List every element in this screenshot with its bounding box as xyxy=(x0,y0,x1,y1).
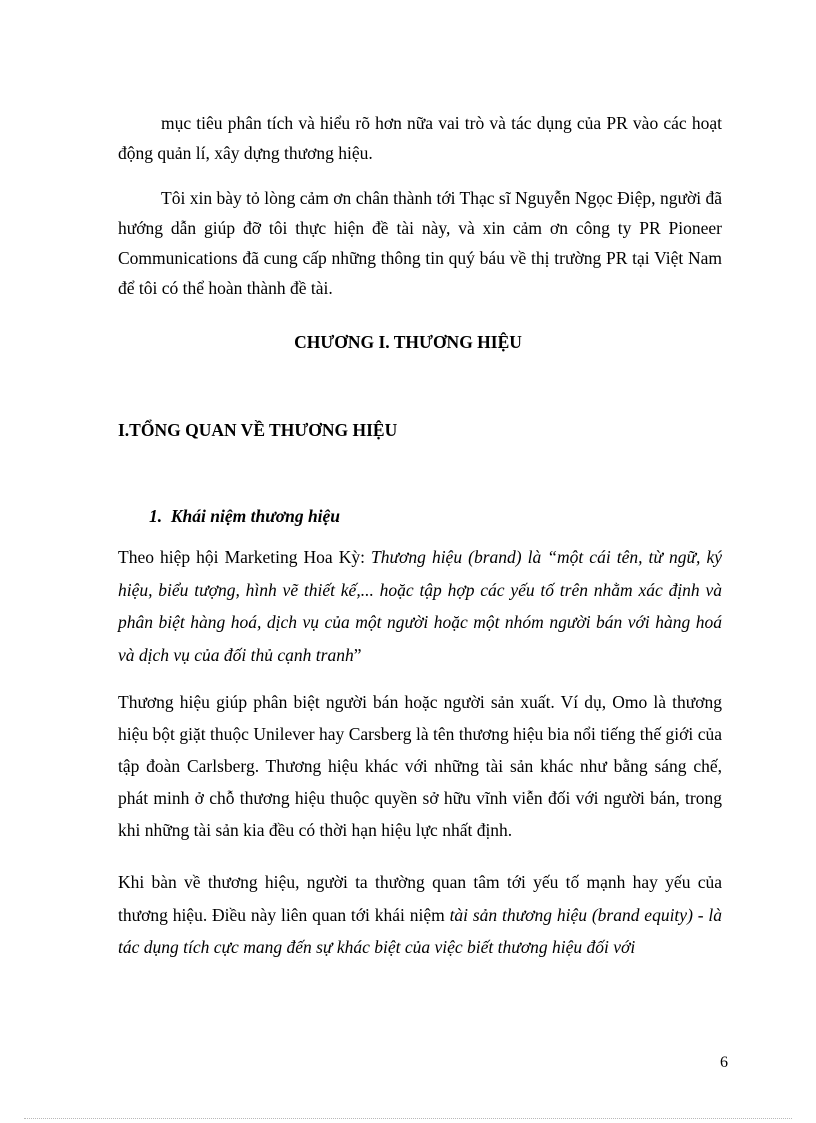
paragraph-brand-distinction: Thương hiệu giúp phân biệt người bán hoặc người sản xuất. Ví dụ, Omo là thương hiệu bột giặt thuộc Unilever hay Carsberg là tên thương hiệu bia nổi tiếng thế giới của tập đoàn Carlsberg. Thương hiệu khác với những tài sản khác như bằng sáng chế, phát minh ở chỗ thương hiệu thuộc quyền sở hữu vĩnh viễn đối với người bán, trong khi những tài sản kia đều có thời hạn hiệu lực nhất định. xyxy=(118,692,722,840)
paragraph-brand-equity xyxy=(118,866,722,964)
section-heading: I.TỔNG QUAN VỀ THƯƠNG HIỆU xyxy=(118,420,398,440)
chapter-title: CHƯƠNG I. THƯƠNG HIỆU xyxy=(294,332,522,352)
definition-intro: Theo hiệp hội Marketing Hoa Kỳ: xyxy=(118,547,372,567)
brand-equity-term: tài sản thương hiệu (brand equity) - là tác dụng tích cực mang đến sự khác biệt của việc biết thương hiệu đối với xyxy=(118,904,723,957)
subsection-heading xyxy=(149,501,340,531)
footer-divider xyxy=(24,1118,792,1119)
subsection-number: 1. xyxy=(149,506,163,526)
paragraph-definition xyxy=(118,541,722,671)
brand-equity-start: Khi bàn về thương hiệu, người ta thường quan tâm tới yếu tố mạnh hay yếu của thương hiệu. Điều này liên quan tới khái niệm xyxy=(118,872,722,925)
definition-close-quote: ” xyxy=(353,644,362,665)
definition-quote: Thương hiệu (brand) là “một cái tên, từ ngữ, ký hiệu, biểu tượng, hình vẽ thiết kế,... hoặc tập hợp các yếu tố trên nhằm xác định và phân biệt hàng hoá, dịch vụ của một người hoặc một nhóm người bán với hàng hoá và dịch vụ của đối thủ cạnh tranh xyxy=(118,547,722,665)
paragraph-acknowledgement: Tôi xin bày tỏ lòng cảm ơn chân thành tới Thạc sĩ Nguyễn Ngọc Điệp, người đã hướng dẫn giúp đỡ tôi thực hiện đề tài này, và xin cảm ơn công ty PR Pioneer Communications đã cung cấp những thông tin quý báu về thị trường PR tại Việt Nam để tôi có thể hoàn thành đề tài. xyxy=(118,188,722,298)
page-number: 6 xyxy=(720,1054,728,1071)
paragraph-intro-continuation: mục tiêu phân tích và hiểu rõ hơn nữa vai trò và tác dụng của PR vào các hoạt động quản lí, xây dựng thương hiệu. xyxy=(118,113,722,163)
subsection-title: Khái niệm thương hiệu xyxy=(170,506,341,526)
